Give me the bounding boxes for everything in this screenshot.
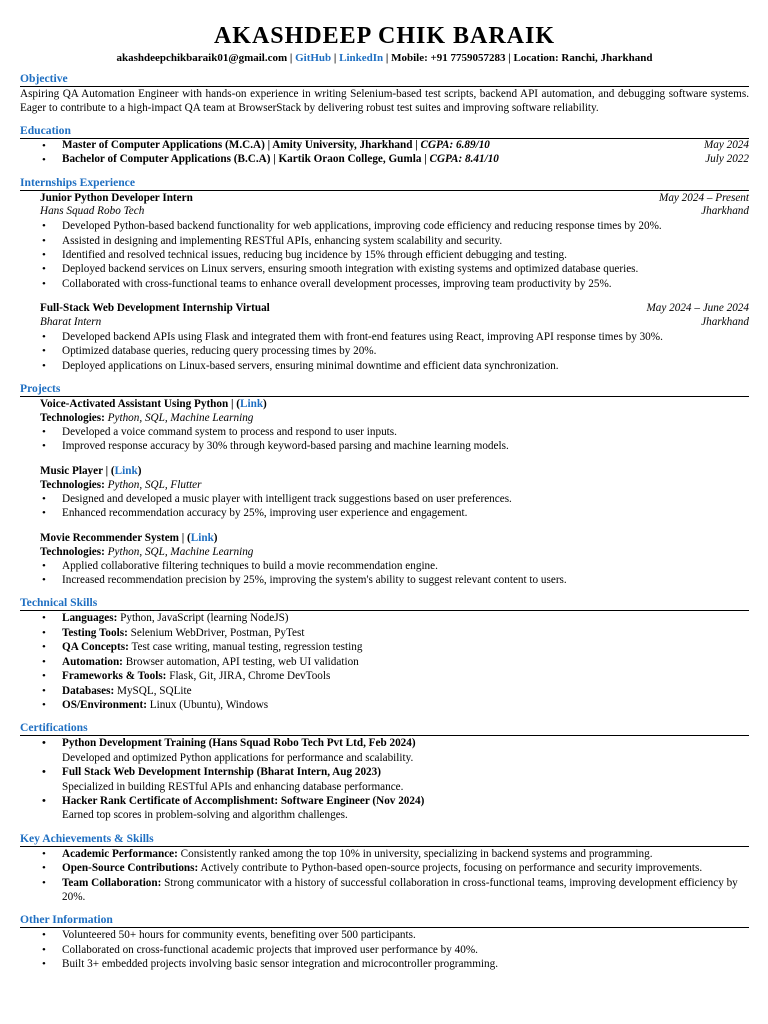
skill-item xyxy=(20,626,749,640)
bullet-list xyxy=(20,425,749,454)
achievement-label: Team Collaboration: xyxy=(62,876,162,889)
list-item: • Optimized database queries, reducing query processing times by 20%. xyxy=(20,344,749,358)
company: Hans Squad Robo Tech xyxy=(40,205,145,218)
separator: | xyxy=(383,52,392,64)
skill-value: Selenium WebDriver, Postman, PyTest xyxy=(130,626,305,639)
list-item: • Assisted in designing and implementing RESTful APIs, enhancing system scalability and security. xyxy=(20,234,749,248)
section-heading-education: Education xyxy=(20,124,749,139)
bullet-list xyxy=(20,492,749,521)
achievement-value: Consistently ranked among the top 10% in university, specializing in backend systems and programming. xyxy=(180,847,653,860)
tech-label: Technologies: xyxy=(40,478,105,491)
education-item xyxy=(20,153,749,167)
contact-line xyxy=(20,51,749,65)
tech-stack: Python, SQL, Flutter xyxy=(107,478,202,491)
cgpa: CGPA: 8.41/10 xyxy=(429,152,499,165)
cgpa: CGPA: 6.89/10 xyxy=(420,139,490,151)
section-heading-other: Other Information xyxy=(20,913,749,928)
separator: | xyxy=(331,52,340,64)
bullet-list xyxy=(20,559,749,588)
skill-label: Automation: xyxy=(62,655,123,668)
skill-item xyxy=(20,655,749,669)
certification-title: • Hacker Rank Certificate of Accomplishment: Software Engineer (Nov 2024) xyxy=(20,794,749,808)
list-item: • Deployed backend services on Linux servers, ensuring smooth integration with existing systems and optimized database queries. xyxy=(20,262,749,276)
achievement-item xyxy=(20,861,749,875)
list-item: • Applied collaborative filtering techniques to build a movie recommendation engine. xyxy=(20,559,749,573)
list-item: • Volunteered 50+ hours for community events, benefiting over 500 participants. xyxy=(20,928,749,942)
project-link[interactable]: Link xyxy=(240,398,264,411)
separator: | xyxy=(287,52,296,64)
list-item: • Developed a voice command system to process and respond to user inputs. xyxy=(20,425,749,439)
certifications-list xyxy=(20,765,749,779)
email-link[interactable]: akashdeepchikbaraik01@gmail.com xyxy=(116,52,288,64)
certification-title: • Python Development Training (Hans Squad Robo Tech Pvt Ltd, Feb 2024) xyxy=(20,736,749,750)
certification-desc: Earned top scores in problem-solving and algorithm challenges. xyxy=(62,809,348,822)
objective-text: Aspiring QA Automation Engineer with hands-on experience in writing Selenium-based test scripts, backend API automation, and debugging software systems. Eager to contribute to a high-impact QA team at BrowserStack by delivering robust test suites and improving software reliability. xyxy=(20,88,749,114)
tech-stack: Python, SQL, Machine Learning xyxy=(107,412,254,425)
list-item: • Collaborated with cross-functional teams to enhance overall development processes, improving team productivity by 25%. xyxy=(20,277,749,291)
list-item: • Developed Python-based backend functionality for web applications, improving code efficiency and reducing response times by 20%. xyxy=(20,219,749,233)
location: Jharkhand xyxy=(701,316,749,329)
section-heading-objective: Objective xyxy=(20,72,749,87)
list-item: • Built 3+ embedded projects involving basic sensor integration and microcontroller programming. xyxy=(20,957,749,971)
project-title: Movie Recommender System xyxy=(40,531,179,544)
skill-value: MySQL, SQLite xyxy=(117,684,192,697)
achievement-label: Academic Performance: xyxy=(62,847,178,860)
list-item: • Collaborated on cross-functional academic projects that improved user performance by 40%. xyxy=(20,943,749,957)
bullet-list xyxy=(20,219,749,291)
project-entry: Music Player | (Link) Technologies: Python, SQL, Flutter xyxy=(40,464,202,491)
skill-value: Linux (Ubuntu), Windows xyxy=(149,698,269,711)
skill-label: Languages: xyxy=(62,612,118,625)
achievement-item xyxy=(20,847,749,861)
project-entry: Voice-Activated Assistant Using Python | (Link) Technologies: Python, SQL, Machine Learning xyxy=(40,398,267,425)
certifications-list xyxy=(20,736,749,750)
tech-stack: Python, SQL, Machine Learning xyxy=(107,545,254,558)
list-item: • Designed and developed a music player with intelligent track suggestions based on user preferences. xyxy=(20,492,749,506)
mobile-number: Mobile: +91 7759057283 xyxy=(391,52,506,64)
education-list xyxy=(20,139,749,167)
project-link[interactable]: Link xyxy=(114,464,138,477)
separator: | xyxy=(505,52,514,64)
certifications-list xyxy=(20,794,749,808)
section-heading-certifications: Certifications xyxy=(20,721,749,736)
tech-label: Technologies: xyxy=(40,412,105,425)
skill-label: OS/Environment: xyxy=(62,698,147,711)
degree: Master of Computer Applications (M.C.A) | Amity University, Jharkhand | xyxy=(62,139,421,151)
achievements-list xyxy=(20,847,749,905)
section-heading-internships: Internships Experience xyxy=(20,176,749,191)
skill-item xyxy=(20,640,749,654)
project-link[interactable]: Link xyxy=(190,531,214,544)
certification-title: • Full Stack Web Development Internship (Bharat Intern, Aug 2023) xyxy=(20,765,749,779)
github-link[interactable]: GitHub xyxy=(295,52,332,64)
skill-item xyxy=(20,611,749,625)
date: May 2024 xyxy=(703,139,749,151)
skill-item xyxy=(20,669,749,683)
skill-item xyxy=(20,684,749,698)
list-item: • Improved response accuracy by 30% through keyword-based parsing and machine learning models. xyxy=(20,439,749,453)
internship-entry xyxy=(20,192,749,220)
internship-entry xyxy=(20,302,749,330)
company: Bharat Intern xyxy=(40,316,102,329)
skill-label: QA Concepts: xyxy=(62,641,129,654)
degree: Bachelor of Computer Applications (B.C.A) | Kartik Oraon College, Gumla | xyxy=(62,152,430,165)
list-item: • Increased recommendation precision by 25%, improving the system's ability to suggest relevant content to users. xyxy=(20,573,749,587)
project-title: Music Player xyxy=(40,464,103,477)
skill-value: Flask, Git, JIRA, Chrome DevTools xyxy=(169,670,331,683)
section-heading-skills: Technical Skills xyxy=(20,596,749,611)
job-title: Junior Python Developer Intern xyxy=(40,191,193,204)
date: May 2024 – June 2024 xyxy=(646,302,749,315)
skill-label: Frameworks & Tools: xyxy=(62,670,167,683)
section-heading-projects: Projects xyxy=(20,382,749,397)
location: Jharkhand xyxy=(701,205,749,218)
project-title: Voice-Activated Assistant Using Python xyxy=(40,398,229,411)
skill-value: Python, JavaScript (learning NodeJS) xyxy=(120,612,289,625)
achievement-value: Actively contribute to Python-based open-source projects, focusing on performance and security improvements. xyxy=(200,862,703,875)
project-entry: Movie Recommender System | (Link) Technologies: Python, SQL, Machine Learning xyxy=(40,531,254,558)
skill-label: Testing Tools: xyxy=(62,626,128,639)
achievement-label: Open-Source Contributions: xyxy=(62,862,199,875)
location: Location: Ranchi, Jharkhand xyxy=(513,52,653,64)
list-item: • Developed backend APIs using Flask and integrated them with front-end features using React, improving API response times by 30%. xyxy=(20,330,749,344)
certification-desc: Specialized in building RESTful APIs and enhancing database performance. xyxy=(62,780,404,793)
date: July 2022 xyxy=(705,152,749,165)
list-item: • Deployed applications on Linux-based servers, ensuring minimal downtime and efficient data synchronization. xyxy=(20,359,749,373)
skill-item xyxy=(20,698,749,712)
skills-list xyxy=(20,611,749,712)
date: May 2024 – Present xyxy=(659,191,749,204)
tech-label: Technologies: xyxy=(40,545,105,558)
other-info-list xyxy=(20,928,749,971)
skill-value: Browser automation, API testing, web UI validation xyxy=(125,655,359,668)
bullet-list xyxy=(20,330,749,373)
candidate-name: AKASHDEEP CHIK BARAIK xyxy=(213,23,556,49)
list-item: • Enhanced recommendation accuracy by 25%, improving user experience and engagement. xyxy=(20,506,749,520)
linkedin-link[interactable]: LinkedIn xyxy=(339,52,384,64)
education-item xyxy=(20,139,749,153)
section-heading-achievements: Key Achievements & Skills xyxy=(20,832,749,847)
list-item: • Identified and resolved technical issues, reducing bug incidence by 15% through efficient debugging and testing. xyxy=(20,248,749,262)
resume-page xyxy=(20,22,749,972)
skill-value: Test case writing, manual testing, regression testing xyxy=(131,641,363,654)
achievement-value: Strong communicator with a history of successful collaboration in cross-functional teams, improving development efficiency by 20%. xyxy=(62,876,738,903)
certification-desc: Developed and optimized Python applications for performance and scalability. xyxy=(62,751,414,764)
job-title: Full-Stack Web Development Internship Virtual xyxy=(40,302,270,315)
skill-label: Databases: xyxy=(62,684,115,697)
achievement-item xyxy=(20,876,749,905)
